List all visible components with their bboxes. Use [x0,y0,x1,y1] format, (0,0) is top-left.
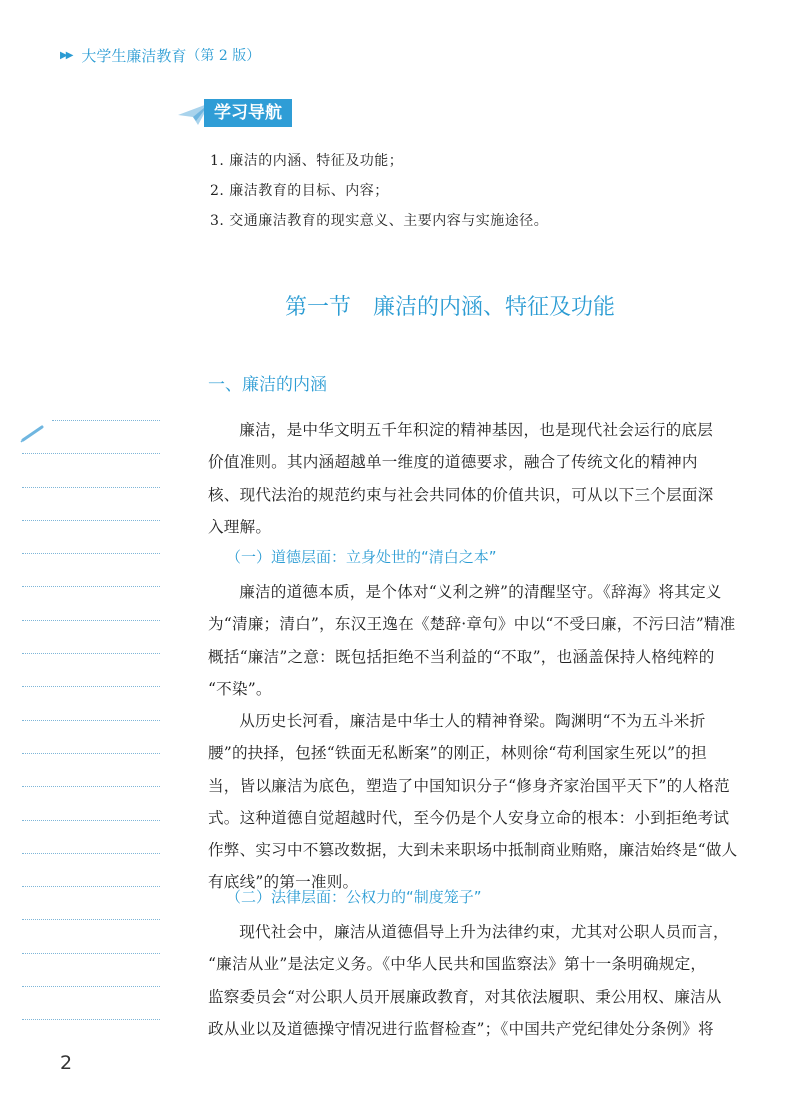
text-line: 廉洁，是中华文明五千年积淀的精神基因，也是现代社会运行的底层 [239,421,714,439]
text-line: 入理解。 [208,517,272,536]
nav-item-1: 1. 廉洁的内涵、特征及功能； [210,153,404,169]
text-line: 价值准则。其内涵超越单一维度的道德要求，融合了传统文化的精神内 [208,453,698,472]
intro-paragraph [208,414,722,543]
moral-paragraph-1 [208,576,736,705]
text-line: 为“清廉；清白”，东汉王逸在《楚辞·章句》中以“不受曰廉，不污曰洁”精准 [208,615,736,634]
text-line: “廉洁从业”是法定义务。《中华人民共和国监察法》第十一条明确规定， [208,955,707,974]
edition-label: （第 2 版） [186,48,261,64]
subsection-title: 一、廉洁的内涵 [208,375,327,395]
margin-note-lines [22,420,160,1053]
nav-item-2: 2. 廉洁教育的目标、内容； [210,183,389,199]
book-title: 大学生廉洁教育 [81,46,187,65]
nav-item-3: 3. 交通廉洁教育的现实意义、主要内容与实施途径。 [210,213,549,229]
text-line: 概括“廉洁”之意：既包括拒绝不当利益的“不取”，也涵盖保持人格纯粹的 [208,647,715,666]
text-line: 当，皆以廉洁为底色，塑造了中国知识分子“修身齐家治国平天下”的人格范 [208,776,730,795]
text-line: 式。这种道德自觉超越时代，至今仍是个人安身立命的根本：小到拒绝考试 [208,808,730,827]
text-line: 腰”的抉择，包拯“铁面无私断案”的刚正，林则徐“苟利国家生死以”的担 [208,744,707,763]
text-line: 从历史长河看，廉洁是中华士人的精神脊梁。陶渊明“不为五斗米折 [239,712,706,730]
text-line: 有底线”的第一准则。 [208,873,359,892]
moral-paragraph-2 [208,705,738,899]
legal-heading: （二）法律层面：公权力的“制度笼子” [226,888,482,906]
text-line: 监察委员会“对公职人员开展廉政教育，对其依法履职、秉公用权、廉洁从 [208,987,722,1006]
text-line: 作弊、实习中不篡改数据，大到未来职场中抵制商业贿赂，廉洁始终是“做人 [208,841,738,860]
double-arrow-icon: ▶▶ [60,49,72,61]
section-title: 第一节 廉洁的内涵、特征及功能 [284,295,615,320]
learning-nav-badge [176,99,306,129]
text-line: 政从业以及道德操守情况进行监督检查”；《中国共产党纪律处分条例》将 [208,1019,714,1038]
text-line: 廉洁的道德本质，是个体对“义利之辨”的清醒坚守。《辞海》将其定义 [239,583,722,601]
text-line: “不染”。 [208,679,272,698]
learning-nav-title: 学习导航 [204,99,292,127]
legal-paragraph-1 [208,916,729,1045]
text-line: 核、现代法治的规范约束与社会共同体的价值共识，可从以下三个层面深 [208,485,714,504]
page-number: 2 [60,1052,73,1074]
moral-heading: （一）道德层面：立身处世的“清白之本” [226,548,497,566]
learning-nav-list [210,146,730,236]
running-header [60,42,260,68]
text-line: 现代社会中，廉洁从道德倡导上升为法律约束，尤其对公职人员而言， [239,923,729,941]
